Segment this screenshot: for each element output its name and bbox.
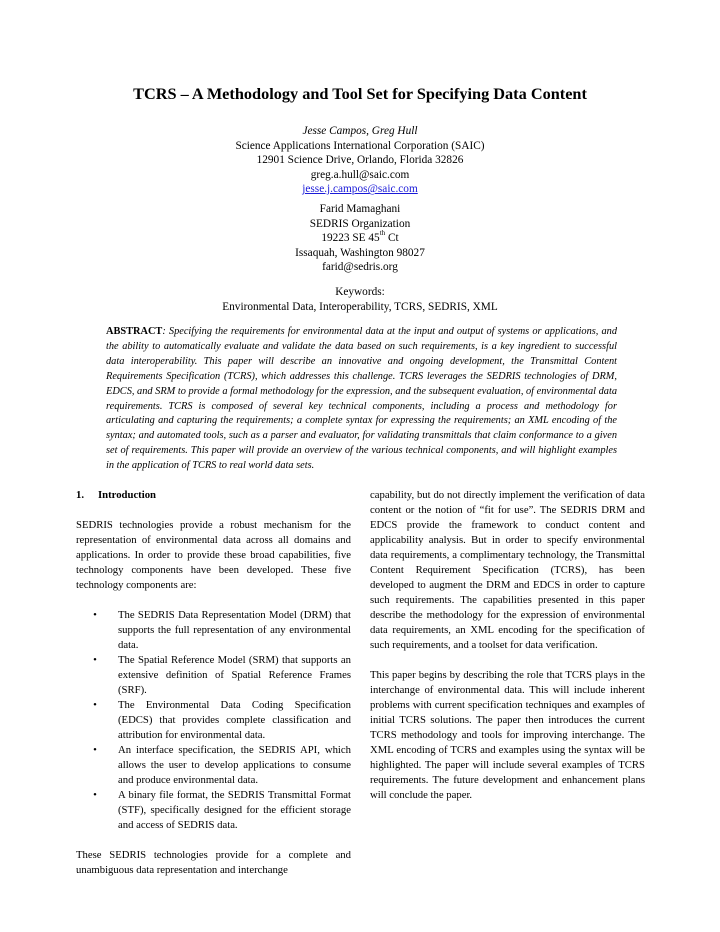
list-item: • The Environmental Data Coding Specification (EDCS) that provides complete classification and attribution for environmental data. — [93, 699, 351, 741]
intro-paragraph: SEDRIS technologies provide a robust mechanism for the representation of environmental data across all domains and applications. In order to provide these broad capabilities, five technology components have been developed. These five technology components are: — [76, 519, 351, 591]
abstract — [106, 325, 617, 474]
author-block-saic — [0, 124, 720, 197]
keywords-label: Keywords: — [335, 286, 385, 298]
author-names: Jesse Campos, Greg Hull — [302, 125, 418, 137]
author-street: 19223 SE 45th Ct — [321, 229, 399, 245]
list-item: • An interface specification, the SEDRIS API, which allows the user to develop applications to consume and produce environmental data. — [93, 744, 351, 786]
paper-title: TCRS – A Methodology and Tool Set for Specifying Data Content — [133, 84, 587, 103]
author-address: 12901 Science Drive, Orlando, Florida 32826 — [256, 154, 464, 167]
author-email-mamaghani: farid@sedris.org — [322, 261, 398, 274]
author-organization: Science Applications International Corporation (SAIC) — [235, 139, 485, 152]
list-item: • The Spatial Reference Model (SRM) that supports an extensive definition of Spatial Reference Frames (SRF). — [93, 654, 351, 696]
author-email-campos-link[interactable]: jesse.j.campos@saic.com — [302, 183, 418, 196]
list-item: • A binary file format, the SEDRIS Transmittal Format (STF), specifically designed for the efficient storage and access of SEDRIS data. — [93, 789, 351, 831]
section-heading-introduction: 1. Introduction — [76, 489, 157, 501]
author-name-mamaghani: Farid Mamaghani — [319, 203, 401, 215]
left-column — [76, 488, 351, 878]
keywords-block — [0, 285, 720, 314]
author-city: Issaquah, Washington 98027 — [295, 246, 425, 259]
abstract-label: ABSTRACT — [106, 326, 163, 337]
keywords-list: Environmental Data, Interoperability, TCRS, SEDRIS, XML — [222, 300, 498, 313]
technology-component-list — [76, 608, 351, 833]
author-block-sedris — [0, 202, 720, 275]
sedris-summary-paragraph: These SEDRIS technologies provide for a complete and unambiguous data representation and interchange — [76, 849, 351, 876]
author-email-hull: greg.a.hull@saic.com — [310, 168, 410, 181]
abstract-text: : Specifying the requirements for environmental data at the input and output of systems or applications, and the ability to automatically evaluate and validate the data based on such requirements, is a key ingredient to successful data interoperability. This paper will describe an innovative and ongoing development, the Transmittal Content Requirements Specification (TCRS), which addresses this challenge. TCRS leverages the SEDRIS technologies of DRM, EDCS, and SRM to provide a formal methodology for the expression, and the subsequent evaluation, of environmental data requirements. TCRS is composed of several key technical components, including a process and methodology for articulating and capturing the requirements; a complete syntax for expressing the requirements; an XML encoding of the syntax; and automated tools, such as a parser and evaluator, for validating transmittals that claim conformance to a given set of requirements. This paper will provide an overview of the various technical components, and will highlight examples in the application of TCRS to real world data sets. — [106, 326, 617, 472]
right-column — [370, 488, 645, 803]
tcrs-capability-paragraph: capability, but do not directly implement the verification of data content or the notion of “fit for use”. The SEDRIS DRM and EDCS provide the framework to conduct content and applicability analysis. But in order to specify environmental data requirements, a complimentary technology, the Transmittal Content Requirement Specification (TCRS), has been developed to augment the DRM and EDCS in order to capture such requirements. The capabilities presented in this paper describe the methodology for the expression of environmental data requirements, an XML encoding for the specification of such requirements, and a toolset for data verification. — [370, 489, 645, 651]
list-item: • The SEDRIS Data Representation Model (DRM) that supports the full representation of any environmental data. — [93, 609, 351, 651]
author-organization-sedris: SEDRIS Organization — [309, 217, 411, 230]
paper-outline-paragraph: This paper begins by describing the role that TCRS plays in the interchange of environmental data. This will include inherent problems with current specification techniques and examples of initial TCRS solutions. The paper then introduces the current TCRS methodology and tools for improving interchange. The XML encoding of TCRS and examples using the syntax will be highlighted. The paper will include several examples of TCRS requirements. The future development and enhancement plans will conclude the paper. — [370, 669, 645, 801]
